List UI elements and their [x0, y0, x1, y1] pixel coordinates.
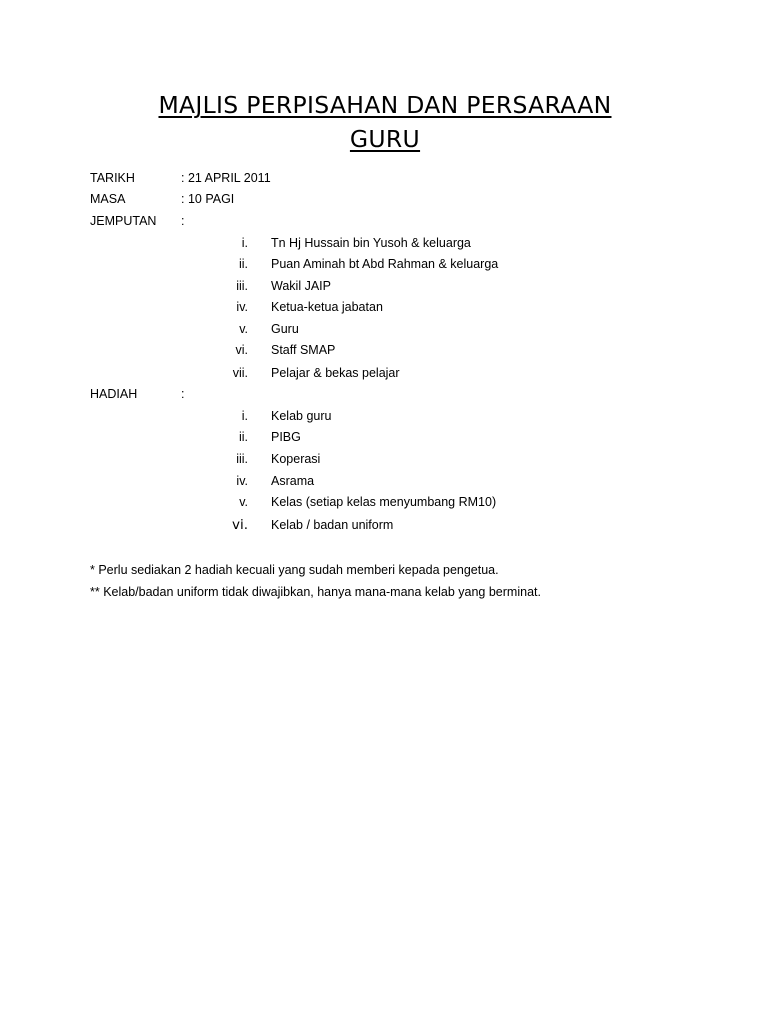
- jemputan-item-number: ii.: [238, 257, 248, 271]
- jemputan-value: :: [181, 214, 185, 228]
- jemputan-item-text: Puan Aminah bt Abd Rahman & keluarga: [271, 257, 499, 271]
- jemputan-item-number: vi.: [235, 343, 248, 357]
- hadiah-item: [0, 408, 768, 430]
- jemputan-item-text: Staff SMAP: [271, 343, 336, 357]
- jemputan-item: [0, 256, 768, 278]
- hadiah-item-number: v.: [239, 495, 248, 509]
- hadiah-item: [0, 517, 768, 539]
- jemputan-item-number: i.: [241, 236, 248, 250]
- document-title: [90, 88, 680, 156]
- jemputan-item-number: iii.: [236, 279, 248, 293]
- hadiah-item-text: Koperasi: [271, 452, 321, 466]
- hadiah-item-number: i.: [241, 409, 248, 423]
- hadiah-item-number: iv.: [236, 474, 248, 488]
- jemputan-item-text: Wakil JAIP: [271, 279, 331, 293]
- tarikh-label: TARIKH: [90, 171, 135, 185]
- hadiah-item: [0, 473, 768, 495]
- hadiah-item-text: Kelas (setiap kelas menyumbang RM10): [271, 495, 497, 509]
- jemputan-item: [0, 278, 768, 300]
- jemputan-item-text: Ketua-ketua jabatan: [271, 300, 383, 314]
- hadiah-item-text: Kelab guru: [271, 409, 332, 423]
- tarikh-row: [0, 170, 768, 192]
- hadiah-value: :: [181, 387, 185, 401]
- hadiah-item-number: iii.: [236, 452, 248, 466]
- hadiah-label: HADIAH: [90, 387, 138, 401]
- jemputan-item-text: Tn Hj Hussain bin Yusoh & keluarga: [271, 236, 471, 250]
- title-line-2: GURU: [349, 125, 421, 153]
- hadiah-item: [0, 451, 768, 473]
- jemputan-item-number: v.: [239, 322, 248, 336]
- jemputan-item-number: iv.: [236, 300, 248, 314]
- hadiah-item-text: PIBG: [271, 430, 301, 444]
- hadiah-item-number: vi.: [231, 517, 248, 533]
- hadiah-item: [0, 429, 768, 451]
- masa-value: : 10 PAGI: [181, 192, 235, 206]
- hadiah-row: [0, 386, 768, 408]
- jemputan-item: [0, 321, 768, 343]
- jemputan-row: [0, 213, 768, 235]
- jemputan-item-text: Guru: [271, 322, 299, 336]
- jemputan-item-number: vii.: [232, 366, 248, 380]
- hadiah-item-text: Asrama: [271, 474, 315, 488]
- jemputan-item: [0, 299, 768, 321]
- jemputan-label: JEMPUTAN: [90, 214, 157, 228]
- hadiah-item-text: Kelab / badan uniform: [271, 518, 394, 532]
- footnote-2: ** Kelab/badan uniform tidak diwajibkan, hanya mana-mana kelab yang berminat.: [90, 585, 541, 599]
- jemputan-item: [0, 365, 768, 387]
- hadiah-item-number: ii.: [238, 430, 248, 444]
- hadiah-item: [0, 494, 768, 516]
- footnote-1: * Perlu sediakan 2 hadiah kecuali yang sudah memberi kepada pengetua.: [90, 563, 499, 577]
- jemputan-item-text: Pelajar & bekas pelajar: [271, 366, 400, 380]
- tarikh-value: : 21 APRIL 2011: [181, 171, 271, 185]
- title-line-1: MAJLIS PERPISAHAN DAN PERSARAAN: [158, 91, 612, 119]
- masa-label: MASA: [90, 192, 126, 206]
- jemputan-item: [0, 342, 768, 364]
- jemputan-item: [0, 235, 768, 257]
- masa-row: [0, 191, 768, 213]
